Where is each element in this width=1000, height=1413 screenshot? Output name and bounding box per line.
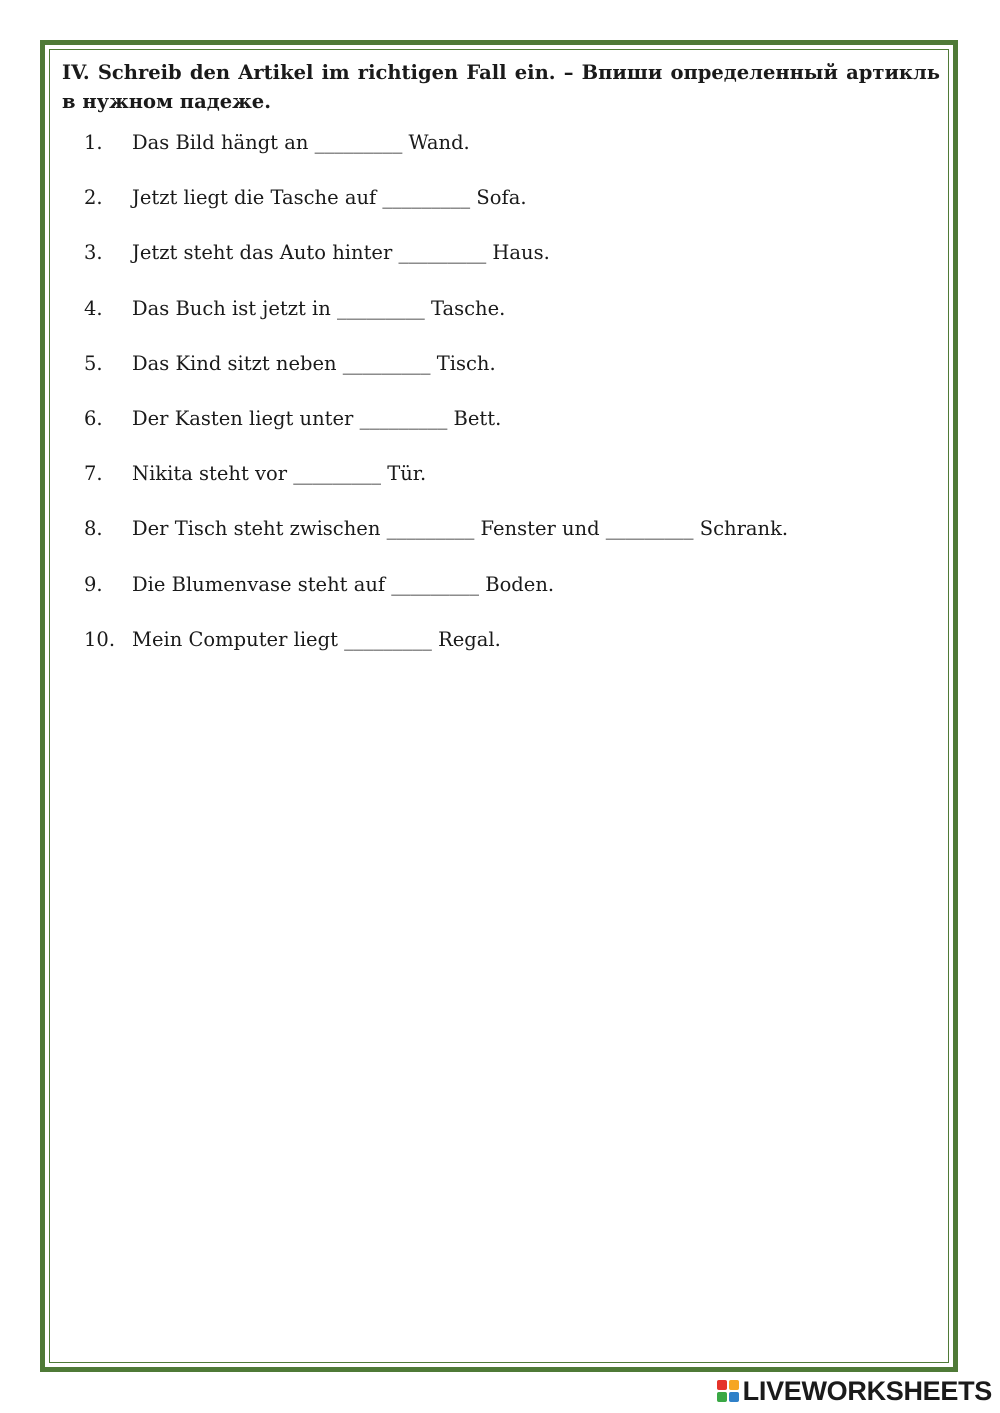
item-sentence: Der Kasten liegt unter _________ Bett. xyxy=(132,406,502,430)
exercise-item-6 xyxy=(84,400,944,455)
watermark-text: LIVEWORKSHEETS xyxy=(742,1375,992,1406)
item-sentence: Jetzt steht das Auto hinter _________ Haus. xyxy=(132,241,550,265)
exercise-item-4 xyxy=(84,290,944,345)
exercise-item-9 xyxy=(84,566,944,621)
item-number: 4. xyxy=(84,296,103,320)
item-number: 6. xyxy=(84,406,103,430)
item-sentence: Nikita steht vor _________ Tür. xyxy=(132,462,427,486)
item-sentence: Der Tisch steht zwischen _________ Fenster und _________ Schrank. xyxy=(132,517,789,541)
logo-square-red xyxy=(717,1380,727,1390)
exercise-item-8 xyxy=(84,510,944,565)
item-number: 8. xyxy=(84,517,103,541)
exercise-item-2 xyxy=(84,179,944,234)
item-sentence: Das Kind sitzt neben _________ Tisch. xyxy=(132,351,496,375)
item-number: 7. xyxy=(84,462,103,486)
exercise-item-10 xyxy=(84,621,944,676)
item-sentence: Das Buch ist jetzt in _________ Tasche. xyxy=(132,296,506,320)
item-number: 1. xyxy=(84,131,103,154)
exercise-item-7 xyxy=(84,455,944,510)
item-number: 2. xyxy=(84,186,103,210)
exercise-item-1 xyxy=(84,124,944,179)
item-number: 9. xyxy=(84,572,103,596)
exercise-item-3 xyxy=(84,234,944,289)
task-heading: IV. Schreib den Artikel im richtigen Fall ein. – Впиши определенный артикль в нужном падеже. xyxy=(62,61,940,113)
item-sentence: Die Blumenvase steht auf _________ Boden. xyxy=(132,572,555,596)
liveworksheets-watermark xyxy=(717,1373,992,1409)
item-number: 5. xyxy=(84,351,103,375)
exercise-item-5 xyxy=(84,345,944,400)
item-sentence: Mein Computer liegt _________ Regal. xyxy=(132,627,501,651)
item-sentence: Jetzt liegt die Tasche auf _________ Sofa. xyxy=(132,186,527,210)
exercise-list xyxy=(84,124,944,676)
item-number: 3. xyxy=(84,241,103,265)
logo-square-blue xyxy=(729,1392,739,1402)
logo-square-orange xyxy=(729,1380,739,1390)
liveworksheets-logo-icon xyxy=(717,1380,739,1402)
item-sentence: Das Bild hängt an _________ Wand. xyxy=(132,131,470,154)
item-number: 10. xyxy=(84,627,116,651)
logo-square-green xyxy=(717,1392,727,1402)
